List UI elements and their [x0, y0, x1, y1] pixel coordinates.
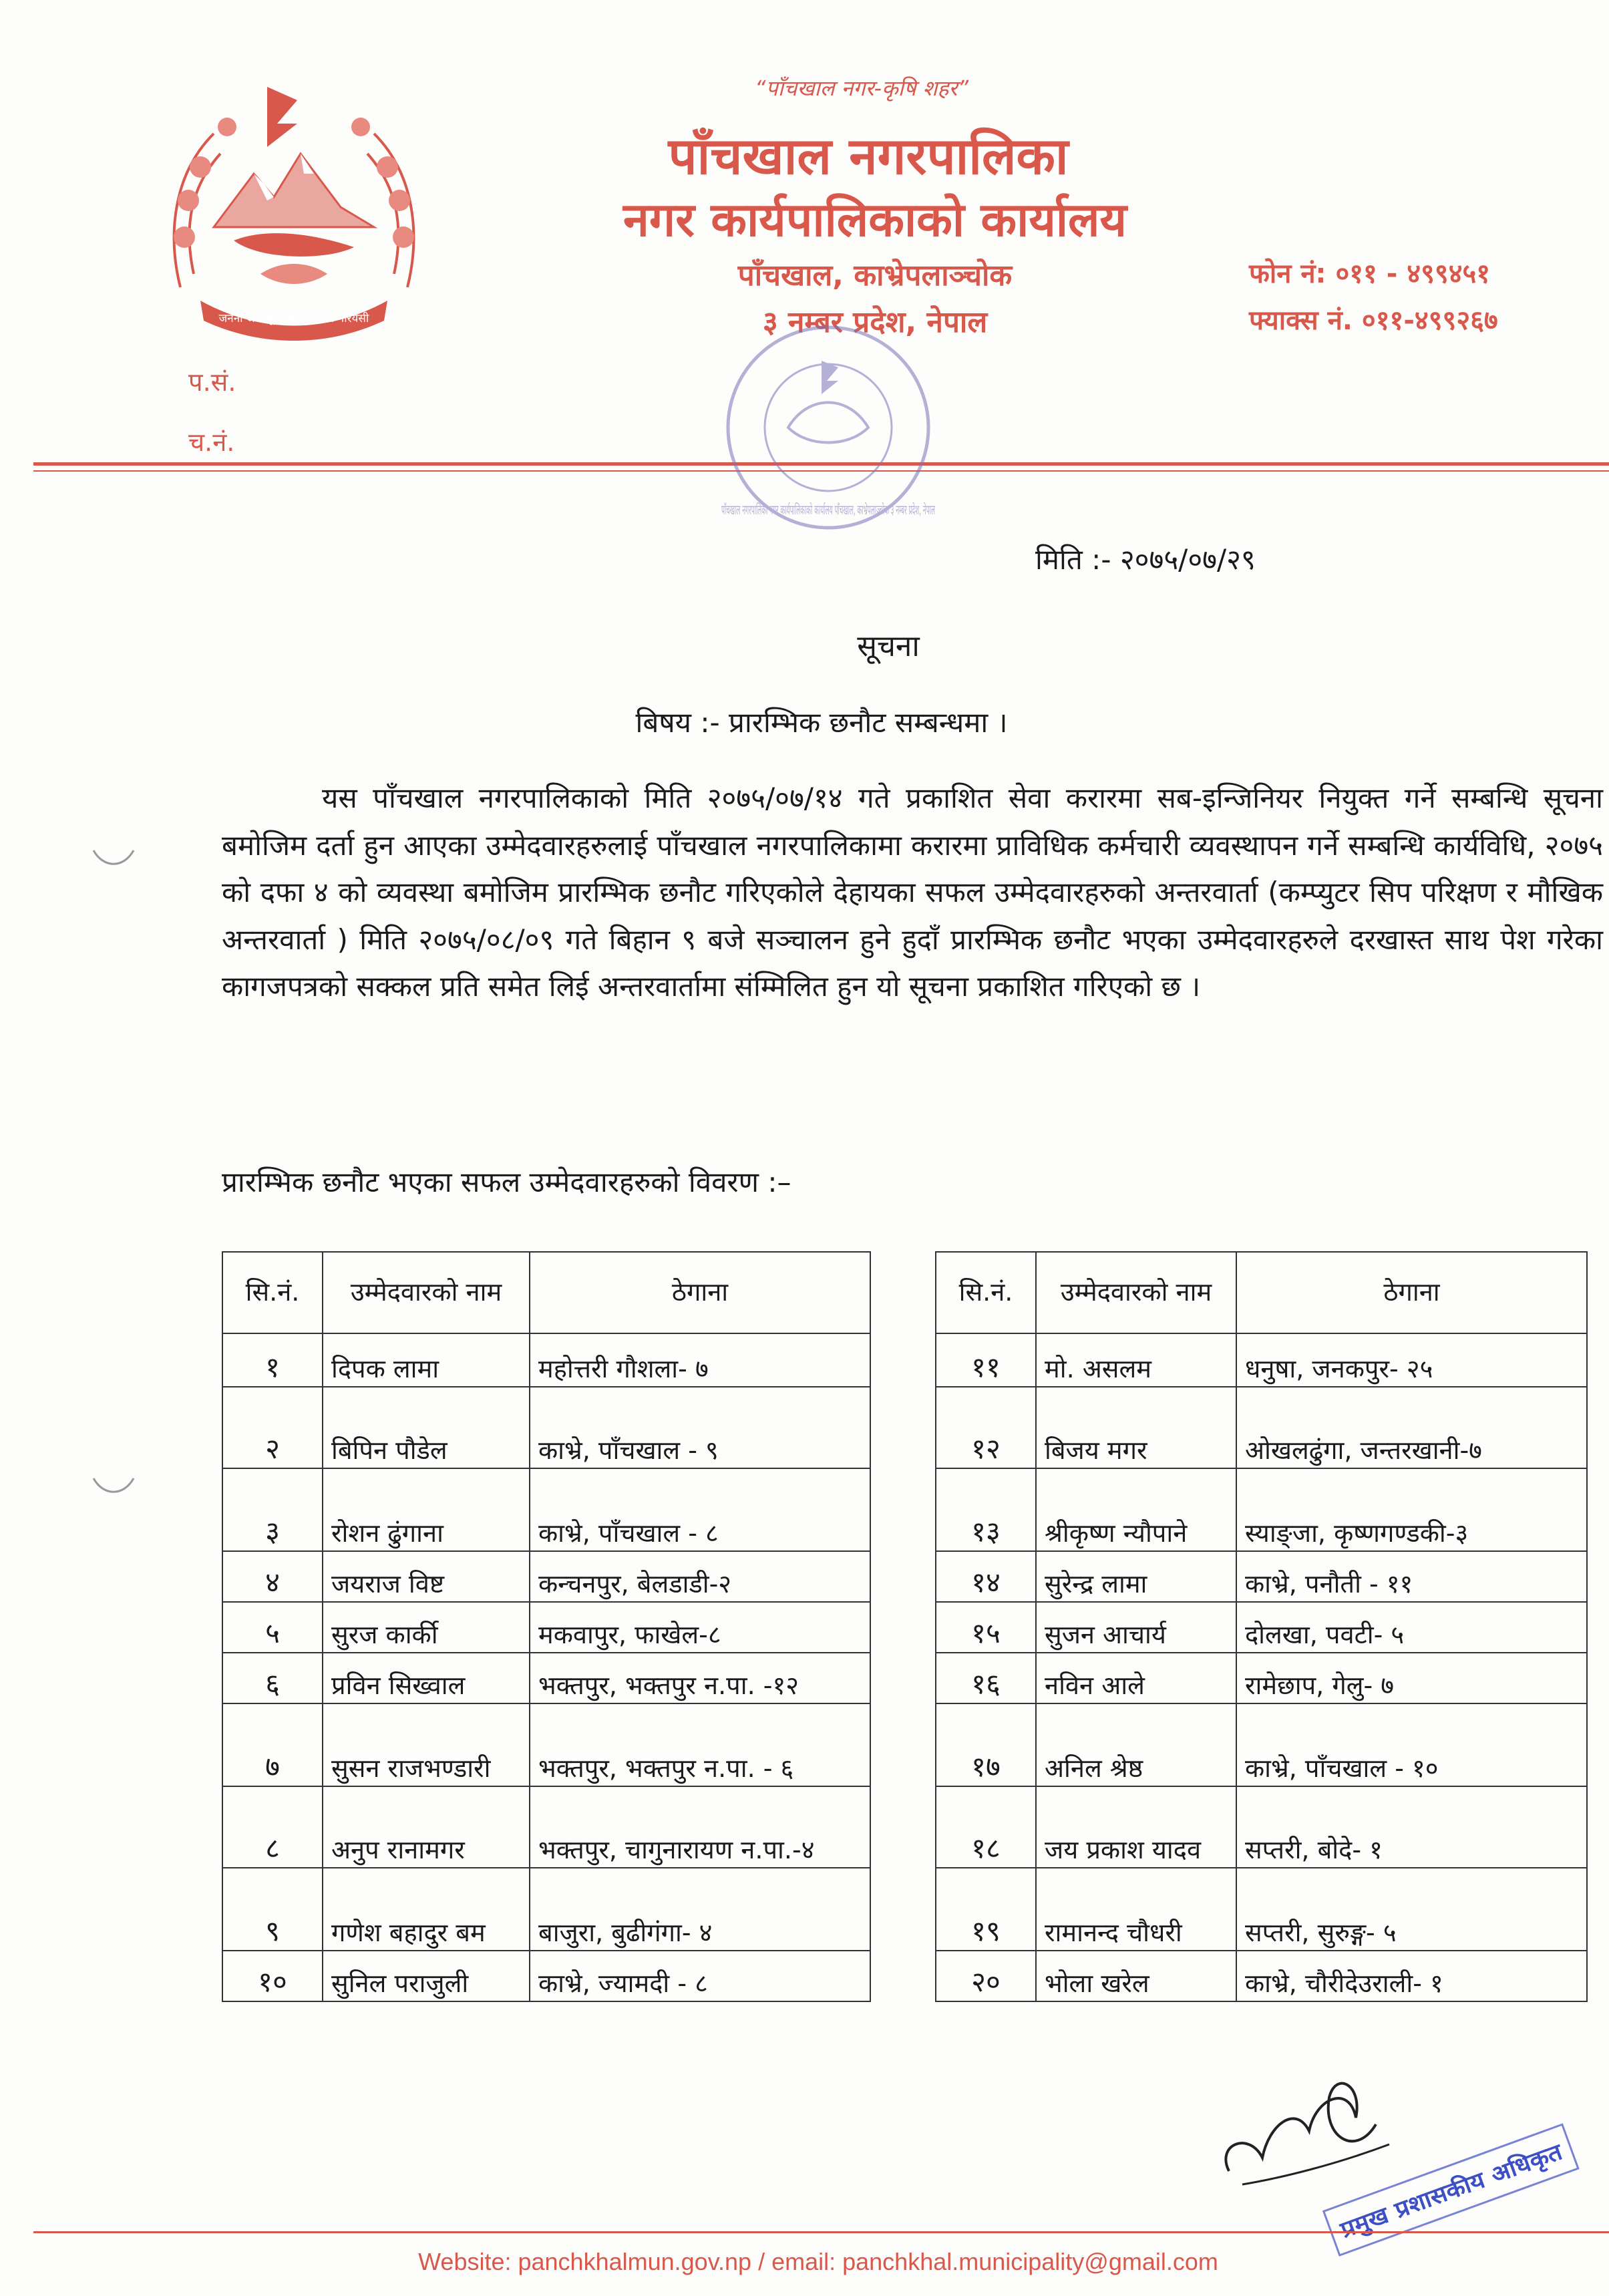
table-row: [936, 1868, 1587, 1951]
cell-sn: १५: [936, 1602, 1036, 1653]
cell-sn: २०: [936, 1951, 1036, 2001]
cell-sn: ५: [222, 1602, 323, 1653]
header-name: उम्मेदवारको नाम: [323, 1252, 530, 1333]
cell-address: कन्चनपुर, बेलडाडी-२: [530, 1551, 870, 1602]
table-row: [222, 1602, 870, 1653]
table-row: [222, 1868, 870, 1951]
address-line-2: ३ नम्बर प्रदेश, नेपाल: [762, 305, 988, 339]
table-row: [222, 1468, 870, 1551]
office-name: नगर कार्यपालिकाको कार्यालय: [622, 192, 1127, 247]
cell-name: अनिल श्रेष्ठ: [1036, 1703, 1236, 1786]
margin-mark: [90, 1473, 137, 1500]
table-row: [936, 1703, 1587, 1786]
cell-address: भक्तपुर, भक्तपुर न.पा. -१२: [530, 1653, 870, 1703]
document-title: सूचना: [857, 629, 920, 663]
seal-motto: जननी जन्मभूमिश्च स्वर्गादपि गरियसी: [218, 312, 369, 325]
cell-address: महोत्तरी गौशला- ७: [530, 1333, 870, 1387]
cell-address: काभ्रे, पाँचखाल - ८: [530, 1468, 870, 1551]
cell-name: दिपक लामा: [323, 1333, 530, 1387]
cell-sn: २: [222, 1387, 323, 1468]
table-row: [936, 1653, 1587, 1703]
footer-contact: Website: panchkhalmun.gov.np / email: panchkhal.municipality@gmail.com: [418, 2248, 1218, 2275]
cell-address: ओखलढुंगा, जन्तरखानी-७: [1236, 1387, 1587, 1468]
cell-name: सुनिल पराजुली: [323, 1951, 530, 2001]
cell-address: रामेछाप, गेलु- ७: [1236, 1653, 1587, 1703]
table-row: [222, 1387, 870, 1468]
notice-body: यस पाँचखाल नगरपालिकाको मिति २०७५/०७/१४ गते प्रकाशित सेवा करारमा सब-इन्जिनियर नियुक्त गर्ने सम्बन्धि सूचना बमोजिम दर्ता हुन आएका उम्मेदवारहरुलाई पाँचखाल नगरपालिकामा करारमा प्राविधिक कर्मचारी व्यवस्थापन गर्ने सम्बन्धि कार्यविधि, २०७५ को दफा ४ को व्यवस्था बमोजिम प्रारम्भिक छनौट गरिएकोले देहायका सफल उम्मेदवारहरुको अन्तरवार्ता (कम्प्युटर सिप परिक्षण र मौखिक अन्तरवार्ता ) मिति २०७५/०८/०९ गते बिहान ९ बजे सञ्चालन हुने हुदाँ प्रारम्भिक छनौट भएका उम्मेदवारहरुले दरखास्त साथ पेश गरेका कागजपत्रको सक्कल प्रति समेत लिई अन्तरवार्तामा संम्मिलित हुन यो सूचना प्रकाशित गरिएको छ ।: [222, 782, 1603, 1003]
cell-name: सुजन आचार्य: [1036, 1602, 1236, 1653]
cell-address: भक्तपुर, चागुनारायण न.पा.-४: [530, 1786, 870, 1868]
cell-address: दोलखा, पवटी- ५: [1236, 1602, 1587, 1653]
cell-name: जय प्रकाश यादव: [1036, 1786, 1236, 1868]
cell-name: सुसन राजभण्डारी: [323, 1703, 530, 1786]
address-line-1: पाँचखाल, काभ्रेपलाञ्चोक: [737, 259, 1013, 293]
cell-address: काभ्रे, पनौती - ११: [1236, 1551, 1587, 1602]
phone-number: फोन नं: ०११ - ४९९४५१: [1249, 259, 1491, 289]
motto: “पाँचखाल नगर-कृषि शहर”: [754, 75, 969, 101]
cell-address: सप्तरी, बोदे- १: [1236, 1786, 1587, 1868]
cell-sn: १: [222, 1333, 323, 1387]
table-row: [222, 1333, 870, 1387]
cell-name: श्रीकृष्ण न्यौपाने: [1036, 1468, 1236, 1551]
cell-sn: १२: [936, 1387, 1036, 1468]
officer-signature: [1202, 2044, 1576, 2244]
org-name: पाँचखाल नगरपालिका: [668, 126, 1069, 186]
cell-address: बाजुरा, बुढीगंगा- ४: [530, 1868, 870, 1951]
fax-number: फ्याक्स नं. ०११-४९९२६७: [1249, 305, 1498, 336]
cell-name: बिपिन पौडेल: [323, 1387, 530, 1468]
cell-sn: १४: [936, 1551, 1036, 1602]
officer-stamp-text: प्रमुख प्रशासकीय अधिकृत: [1336, 2145, 1548, 2244]
table-row: [936, 1387, 1587, 1468]
cell-name: गणेश बहादुर बम: [323, 1868, 530, 1951]
table-row: [936, 1951, 1587, 2001]
document-subject: बिषय :- प्रारम्भिक छनौट सम्बन्धमा ।: [635, 706, 1008, 739]
header-name: उम्मेदवारको नाम: [1036, 1252, 1236, 1333]
dispatch-number-label: च.नं.: [188, 428, 235, 457]
cell-name: जयराज विष्ट: [323, 1551, 530, 1602]
cell-address: काभ्रे, पाँचखाल - ९: [530, 1387, 870, 1468]
table-header-row: [936, 1252, 1587, 1333]
cell-sn: १८: [936, 1786, 1036, 1868]
table-row: [222, 1551, 870, 1602]
cell-name: रामानन्द चौधरी: [1036, 1868, 1236, 1951]
cell-name: नविन आले: [1036, 1653, 1236, 1703]
margin-mark: [90, 845, 137, 872]
table-row: [936, 1786, 1587, 1868]
office-stamp-text: पाँचखाल नगरपालिका नगर कार्यपालिकाको कार्यालय पाँचखाल, काभ्रेपलाञ्चोक ३ नम्बर प्रदेश, नेपाल: [721, 502, 936, 518]
header-sn: सि.नं.: [936, 1252, 1036, 1333]
cell-sn: १७: [936, 1703, 1036, 1786]
nepal-emblem-seal: [154, 73, 434, 354]
table-row: [222, 1703, 870, 1786]
cell-sn: ८: [222, 1786, 323, 1868]
candidate-list-title: प्रारम्भिक छनौट भएका सफल उम्मेदवारहरुको विवरण :–: [222, 1166, 791, 1198]
cell-address: काभ्रे, ज्यामदी - ८: [530, 1951, 870, 2001]
cell-sn: ६: [222, 1653, 323, 1703]
cell-address: काभ्रे, चौरीदेउराली- १: [1236, 1951, 1587, 2001]
header-sn: सि.नं.: [222, 1252, 323, 1333]
cell-name: मो. असलम: [1036, 1333, 1236, 1387]
footer-divider: [33, 2231, 1609, 2233]
table-row: [936, 1333, 1587, 1387]
cell-sn: ४: [222, 1551, 323, 1602]
cell-name: रोशन ढुंगाना: [323, 1468, 530, 1551]
cell-address: भक्तपुर, भक्तपुर न.पा. - ६: [530, 1703, 870, 1786]
cell-sn: ११: [936, 1333, 1036, 1387]
office-stamp: [708, 314, 948, 554]
cell-name: सुरेन्द्र लामा: [1036, 1551, 1236, 1602]
cell-name: सुरज कार्की: [323, 1602, 530, 1653]
table-row: [936, 1602, 1587, 1653]
header-address: ठेगाना: [1236, 1252, 1587, 1333]
cell-address: स्याङ्जा, कृष्णगण्डकी-३: [1236, 1468, 1587, 1551]
document-date: मिति :- २०७५/०७/२९: [1035, 543, 1256, 576]
cell-sn: ९: [222, 1868, 323, 1951]
table-row: [936, 1468, 1587, 1551]
cell-name: प्रविन सिख्वाल: [323, 1653, 530, 1703]
cell-name: अनुप रानामगर: [323, 1786, 530, 1868]
cell-name: बिजय मगर: [1036, 1387, 1236, 1468]
cell-address: मकवापुर, फाखेल-८: [530, 1602, 870, 1653]
table-row: [222, 1786, 870, 1868]
table-header-row: [222, 1252, 870, 1333]
cell-sn: १३: [936, 1468, 1036, 1551]
cell-address: काभ्रे, पाँचखाल - १०: [1236, 1703, 1587, 1786]
cell-address: धनुषा, जनकपुर- २५: [1236, 1333, 1587, 1387]
table-row: [222, 1951, 870, 2001]
candidate-table-right: [935, 1251, 1588, 2002]
cell-name: भोला खरेल: [1036, 1951, 1236, 2001]
cell-sn: ७: [222, 1703, 323, 1786]
candidate-table-left: [222, 1251, 871, 2002]
header-address: ठेगाना: [530, 1252, 870, 1333]
cell-address: सप्तरी, सुरुङ्ग- ५: [1236, 1868, 1587, 1951]
cell-sn: १०: [222, 1951, 323, 2001]
table-row: [936, 1551, 1587, 1602]
cell-sn: १९: [936, 1868, 1036, 1951]
cell-sn: ३: [222, 1468, 323, 1551]
cell-sn: १६: [936, 1653, 1036, 1703]
table-row: [222, 1653, 870, 1703]
reference-number-label: प.सं.: [188, 367, 236, 397]
